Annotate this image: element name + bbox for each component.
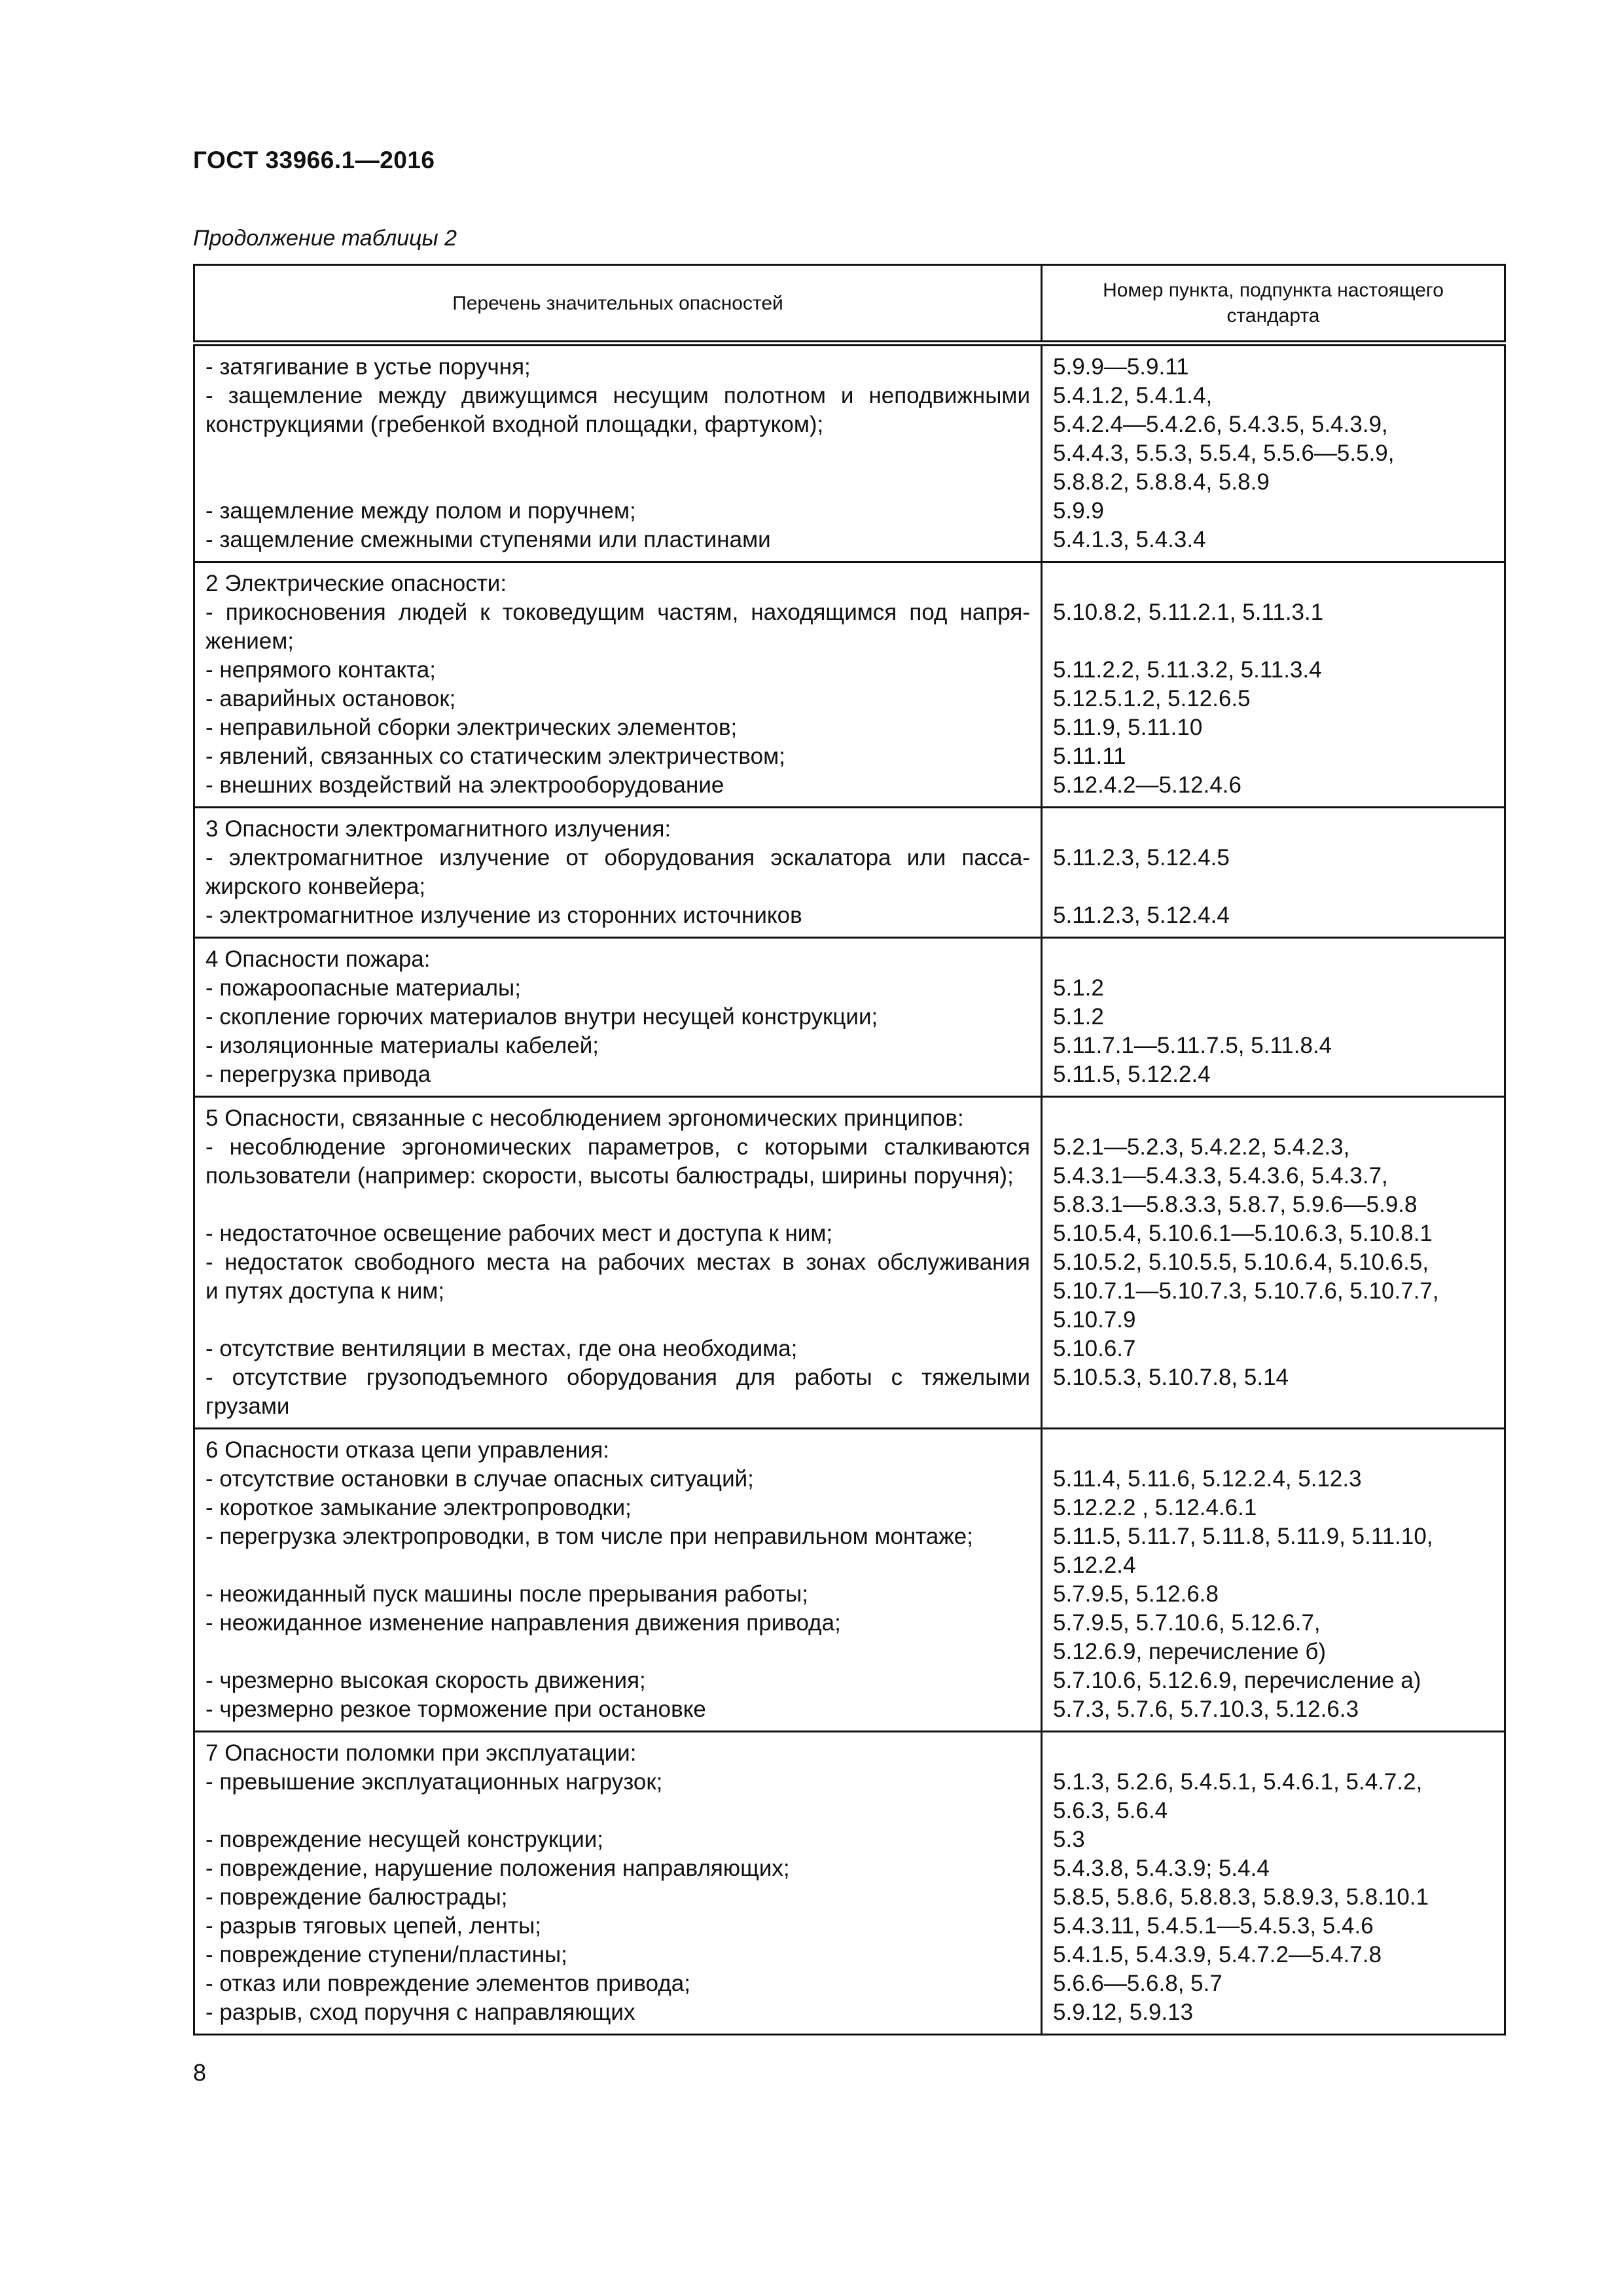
hazard-line: - непрямого контакта; [205,657,436,683]
hazard-line: жением; [205,628,294,654]
hazard-line: - разрыв тяговых цепей, ленты; [205,1913,541,1939]
hazard-line: - защемление между движущимся несущим полотном и неподвижными [205,383,1030,408]
clause-line: 5.8.3.1—5.8.3.3, 5.8.7, 5.9.6—5.9.8 [1053,1192,1418,1217]
clause-line: 5.12.2.4 [1053,1552,1136,1578]
clause-line: 5.4.3.8, 5.4.3.9; 5.4.4 [1053,1856,1270,1881]
hazard-line: 4 Опасности пожара: [205,946,431,972]
table-row [194,1429,1505,1732]
clause-cell [1042,562,1505,808]
clause-line: 5.10.5.2, 5.10.5.5, 5.10.6.4, 5.10.6.5, [1053,1249,1429,1275]
hazard-line: - повреждение ступени/пластины; [205,1942,567,1967]
clause-line: 5.12.4.2—5.12.4.6 [1053,772,1241,798]
hazard-line: - затягивание в устье поручня; [205,354,531,380]
hazard-line: 6 Опасности отказа цепи управления: [205,1437,610,1463]
table-row [194,938,1505,1097]
hazard-line [205,468,1030,497]
clause-line: 5.12.5.1.2, 5.12.6.5 [1053,686,1251,711]
clause-line: 5.8.8.2, 5.8.8.4, 5.8.9 [1053,469,1270,495]
clause-line [1053,627,1493,656]
hazard-line: - несоблюдение эргономических параметров, с которыми сталкиваются [205,1134,1030,1160]
clause-line: 5.7.9.5, 5.7.10.6, 5.12.6.7, [1053,1610,1321,1636]
clause-line: 5.7.10.6, 5.12.6.9, перечисление а) [1053,1668,1421,1693]
hazard-line: - явлений, связанных со статическим электричеством; [205,744,785,769]
table-row [194,562,1505,808]
clause-cell [1042,1097,1505,1429]
clause-line: 5.12.2.2 , 5.12.4.6.1 [1053,1495,1257,1520]
clause-line: 5.4.1.3, 5.4.3.4 [1053,527,1206,552]
hazard-line: - отсутствие остановки в случае опасных ситуаций; [205,1466,754,1492]
hazard-line [205,1191,1030,1219]
clause-line: 5.9.9—5.9.11 [1053,354,1189,380]
clause-line: 5.1.3, 5.2.6, 5.4.5.1, 5.4.6.1, 5.4.7.2, [1053,1769,1423,1795]
clause-line: 5.4.3.11, 5.4.5.1—5.4.5.3, 5.4.6 [1053,1913,1374,1939]
hazard-line: - отказ или повреждение элементов привода; [205,1971,690,1996]
hazard-line: - разрыв, сход поручня с направляющих [205,2000,635,2025]
hazard-line [205,1797,1030,1825]
clause-cell [1042,808,1505,938]
clause-line: 5.11.5, 5.11.7, 5.11.8, 5.11.9, 5.11.10, [1053,1524,1433,1549]
hazard-line [205,1551,1030,1580]
clause-line: 5.10.5.3, 5.10.7.8, 5.14 [1053,1365,1289,1390]
hazard-line: - короткое замыкание электропроводки; [205,1495,632,1520]
clause-line: 5.11.4, 5.11.6, 5.12.2.4, 5.12.3 [1053,1466,1362,1492]
hazard-line: - повреждение балюстрады; [205,1884,508,1910]
hazard-cell [194,1429,1042,1732]
clause-line [1053,1104,1493,1133]
clause-line: 5.10.7.9 [1053,1307,1136,1333]
hazard-line [205,1306,1030,1335]
hazard-line: - недостаток свободного места на рабочих местах в зонах обслуживания [205,1249,1030,1275]
hazard-line: - скопление горючих материалов внутри несущей конструкции; [205,1004,878,1030]
clause-line: 5.4.1.2, 5.4.1.4, [1053,383,1213,408]
hazard-line: - отсутствие вентиляции в местах, где она необходима; [205,1336,798,1361]
clause-line: 5.11.2.3, 5.12.4.5 [1053,845,1230,870]
clause-line: 5.12.6.9, перечисление б) [1053,1639,1327,1664]
hazard-line [205,1638,1030,1666]
clause-line: 5.1.2 [1053,1004,1104,1030]
clause-line: 5.10.5.4, 5.10.6.1—5.10.6.3, 5.10.8.1 [1053,1221,1433,1246]
hazard-cell [194,938,1042,1097]
hazard-line: - перегрузка электропроводки, в том числе при неправильном монтаже; [205,1524,973,1549]
hazard-line: - перегрузка привода [205,1062,431,1087]
table-header-row [194,265,1505,344]
clause-line: 5.4.2.4—5.4.2.6, 5.4.3.5, 5.4.3.9, [1053,412,1388,437]
hazard-cell [194,1732,1042,2035]
hazard-line: 5 Опасности, связанные с несоблюдением эргономических принципов: [205,1105,964,1131]
clause-line [1053,945,1493,974]
hazard-line: - неправильной сборки электрических элементов; [205,715,738,740]
hazards-table [193,264,1506,2036]
hazard-line: грузами [205,1393,290,1419]
table-body [194,344,1505,2035]
hazard-line: и путях доступа к ним; [205,1278,445,1304]
hazard-line: 7 Опасности поломки при эксплуатации: [205,1740,637,1766]
column-header-hazards: Перечень значительных опасностей [194,265,1042,344]
hazard-cell [194,562,1042,808]
clause-line [1053,569,1493,598]
hazard-line: - защемление смежными ступенями или пластинами [205,527,771,552]
clause-line: 5.9.9 [1053,498,1104,524]
table-row [194,1732,1505,2035]
hazard-line: - чрезмерно высокая скорость движения; [205,1668,646,1693]
clause-line [1053,872,1493,901]
clause-line: 5.2.1—5.2.3, 5.4.2.2, 5.4.2.3, [1053,1134,1350,1160]
clause-line: 5.10.8.2, 5.11.2.1, 5.11.3.1 [1053,600,1324,625]
clause-line: 5.11.7.1—5.11.7.5, 5.11.8.4 [1053,1033,1332,1058]
hazard-line: - неожиданное изменение направления движения привода; [205,1610,841,1636]
clause-line [1053,815,1493,844]
hazard-line: - неожиданный пуск машины после прерывания работы; [205,1581,808,1607]
clause-line: 5.7.3, 5.7.6, 5.7.10.3, 5.12.6.3 [1053,1696,1359,1722]
hazard-line: - аварийных остановок; [205,686,456,711]
hazard-line: - отсутствие грузоподъемного оборудования для работы с тяжелыми [205,1365,1030,1390]
hazard-line: 3 Опасности электромагнитного излучения: [205,816,671,842]
clause-line: 5.4.1.5, 5.4.3.9, 5.4.7.2—5.4.7.8 [1053,1942,1382,1967]
clause-line [1053,1436,1493,1465]
hazard-cell [194,808,1042,938]
clause-line: 5.11.9, 5.11.10 [1053,715,1203,740]
hazard-line: - электромагнитное излучение от оборудования эскалатора или пасса- [205,845,1030,870]
page-number: 8 [193,2059,207,2086]
clause-line: 5.1.2 [1053,975,1104,1001]
clause-line: 5.3 [1053,1827,1085,1852]
clause-line: 5.10.6.7 [1053,1336,1136,1361]
hazard-line: конструкциями (гребенкой входной площадки, фартуком); [205,412,824,437]
clause-cell [1042,344,1505,562]
hazard-line: жирского конвейера; [205,874,426,899]
clause-line: 5.4.4.3, 5.5.3, 5.5.4, 5.5.6—5.5.9, [1053,440,1395,466]
clause-line: 5.8.5, 5.8.6, 5.8.8.3, 5.8.9.3, 5.8.10.1 [1053,1884,1429,1910]
table-row [194,344,1505,562]
clause-line: 5.11.2.3, 5.12.4.4 [1053,903,1230,928]
hazard-line: - недостаточное освещение рабочих мест и доступа к ним; [205,1221,833,1246]
clause-line: 5.7.9.5, 5.12.6.8 [1053,1581,1219,1607]
clause-line: 5.11.11 [1053,744,1126,769]
table-row [194,808,1505,938]
clause-cell [1042,938,1505,1097]
clause-line: 5.11.5, 5.12.2.4 [1053,1062,1211,1087]
hazard-line [205,439,1030,468]
hazard-line: 2 Электрические опасности: [205,571,507,596]
column-header-clauses: Номер пункта, подпункта настоящего стандарта [1042,265,1505,344]
document-code: ГОСТ 33966.1—2016 [193,147,435,173]
table-row [194,1097,1505,1429]
clause-line: 5.6.6—5.6.8, 5.7 [1053,1971,1222,1996]
clause-line [1053,1392,1493,1421]
hazard-line: - изоляционные материалы кабелей; [205,1033,599,1058]
clause-line: 5.9.12, 5.9.13 [1053,2000,1194,2025]
hazard-line: - защемление между полом и поручнем; [205,498,636,524]
hazard-line: - прикосновения людей к токоведущим частям, находящимся под напря- [205,600,1030,625]
hazard-line: - повреждение, нарушение положения направляющих; [205,1856,790,1881]
clause-line [1053,1739,1493,1768]
clause-line: 5.4.3.1—5.4.3.3, 5.4.3.6, 5.4.3.7, [1053,1163,1388,1189]
clause-cell [1042,1429,1505,1732]
hazard-line: пользователи (например: скорости, высоты балюстрады, ширины поручня); [205,1163,1014,1189]
clause-line: 5.11.2.2, 5.11.3.2, 5.11.3.4 [1053,657,1322,683]
clause-cell [1042,1732,1505,2035]
hazard-line: - превышение эксплуатационных нагрузок; [205,1769,663,1795]
clause-line: 5.10.7.1—5.10.7.3, 5.10.7.6, 5.10.7.7, [1053,1278,1439,1304]
hazard-line: - пожароопасные материалы; [205,975,521,1001]
hazard-line: - повреждение несущей конструкции; [205,1827,604,1852]
clause-line: 5.6.3, 5.6.4 [1053,1798,1168,1823]
table-caption: Продолжение таблицы 2 [193,226,457,251]
hazard-cell [194,1097,1042,1429]
hazard-line: - чрезмерно резкое торможение при остановке [205,1696,706,1722]
hazard-cell [194,344,1042,562]
hazard-line: - электромагнитное излучение из сторонних источников [205,903,802,928]
hazard-line: - внешних воздействий на электрооборудование [205,772,724,798]
